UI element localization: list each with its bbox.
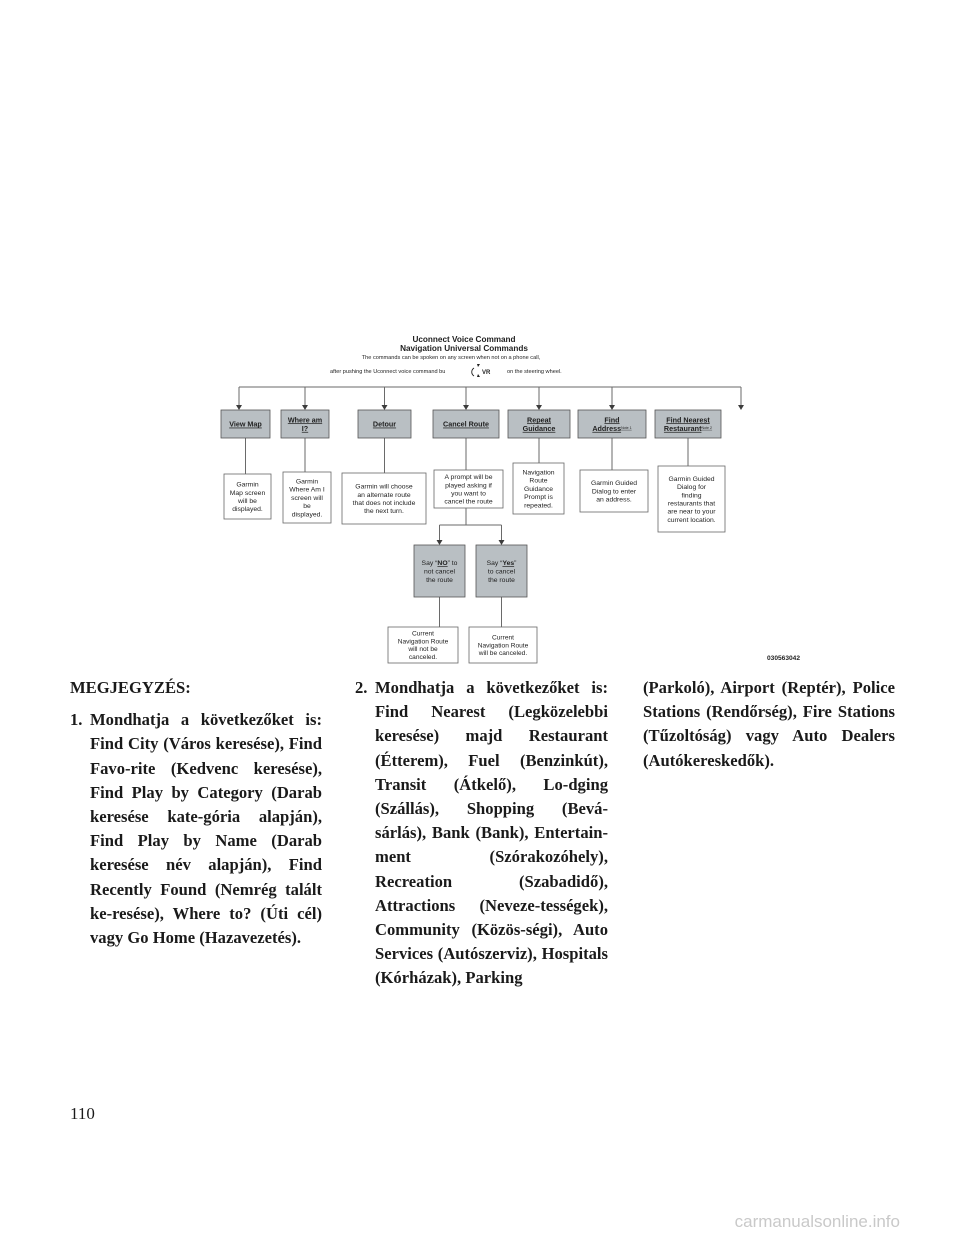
diagram-boxes — [221, 410, 725, 663]
description-line: Route — [529, 477, 548, 485]
description-line: repeated. — [524, 502, 553, 510]
description-line: Navigation — [522, 469, 555, 477]
description-line: Prompt is — [524, 494, 553, 502]
description-line: Garmin will choose — [355, 483, 413, 491]
description-line: Dialog to enter — [591, 488, 637, 496]
command-label: Find — [604, 415, 620, 425]
diagram-title: Uconnect Voice Command — [412, 335, 516, 344]
description-line: the next turn. — [364, 508, 404, 516]
description-line: be — [303, 503, 311, 511]
description-line: screen will — [291, 494, 323, 502]
arrow-head — [536, 405, 542, 410]
page-number: 110 — [70, 1104, 95, 1123]
command-6-description — [580, 470, 648, 512]
notes-column-2 — [355, 676, 608, 991]
arrow-head — [738, 405, 744, 410]
description-line: you want to — [451, 490, 486, 498]
command-6 — [578, 410, 646, 438]
command-label: Address$^{Note 1}$ — [592, 423, 632, 433]
description-line: played asking if — [445, 482, 492, 490]
command-label: Where am — [287, 415, 323, 425]
notes-column-1 — [70, 676, 322, 950]
diagram-caption-line2-b: on the steering wheel. — [507, 369, 562, 375]
command-1-description — [224, 474, 271, 519]
description-line: will be — [238, 498, 257, 505]
note-item-2-number: 2. — [355, 678, 368, 697]
notes-heading: MEGJEGYZÉS: — [70, 678, 191, 697]
result-line: canceled. — [408, 654, 438, 661]
answer-post: ” to — [447, 560, 458, 567]
arrow-head — [302, 405, 308, 410]
description-line: finding — [681, 492, 702, 500]
result-line: Navigation Route — [397, 638, 449, 646]
arrow-head — [609, 405, 615, 410]
diagram-subtitle: Navigation Universal Commands — [400, 344, 528, 353]
description-line: cancel the route — [444, 498, 493, 506]
command-label: Detour — [372, 419, 397, 429]
command-5 — [508, 410, 570, 438]
command-label: Restaurant$^{Note 2}$ — [663, 423, 713, 433]
command-5-description — [513, 463, 564, 514]
note-item-1-text: Mondhatja a következőket is: Find City (Város keresése), Find Favo-rite (Kedvenc keresése), Find Play by Category (Darab keresése kate-gória alapján), Find Play by Name (Darab keresése név alapján), Find Recently Found (Nemrég talált ke-resése), Where to? (Úti cél) vagy Go Home (Hazavezetés). — [90, 710, 322, 948]
answer-key: Yes — [502, 560, 515, 567]
arrow-head — [463, 405, 469, 410]
result-line: Current — [492, 634, 514, 642]
watermark: carmanualsonline.info — [734, 1212, 900, 1231]
description-line: an address. — [596, 496, 632, 504]
description-line: are near to your — [667, 508, 716, 516]
command-4 — [433, 410, 499, 438]
arrow-head — [236, 405, 242, 410]
answer-line: the route — [488, 576, 515, 584]
answer-pre: Say “ — [486, 560, 503, 567]
arrow-head — [382, 405, 388, 410]
command-label: I? — [301, 423, 309, 433]
answer-line: not cancel — [424, 568, 455, 576]
command-2 — [281, 410, 329, 438]
description-line: Garmin Guided — [590, 480, 638, 488]
command-label: Cancel Route — [443, 419, 489, 429]
answer-pre: Say “ — [421, 560, 438, 567]
description-line: displayed. — [291, 511, 323, 519]
note-item-2-continued: (Parkoló), Airport (Reptér), Police Stations (Rendőrség), Fire Stations (Tűzoltóság) vagy Auto Dealers (Autókereskedők). — [643, 678, 895, 770]
command-note: Note 2 — [701, 425, 713, 430]
command-4-description — [434, 470, 503, 508]
vr-button-label: VR — [482, 370, 491, 376]
arrow-head — [437, 540, 443, 545]
description-line: Garmin — [295, 478, 319, 486]
answer-yes-result — [469, 627, 537, 663]
description-line: Garmin — [236, 481, 259, 489]
diagram-caption-line1: The commands can be spoken on any screen when not on a phone call, — [361, 355, 541, 361]
command-3-description — [342, 473, 426, 524]
description-line: Where Am I — [289, 486, 325, 494]
answer-say-line — [422, 560, 458, 567]
command-7-description — [658, 466, 725, 532]
command-label: Find Nearest — [666, 415, 710, 425]
command-2-description — [283, 472, 331, 523]
command-label: View Map — [229, 419, 262, 429]
notes-column-3 — [643, 676, 895, 773]
result-line: will not be — [408, 646, 438, 654]
note-item-1-number: 1. — [70, 710, 83, 730]
description-line: that does not include — [352, 500, 416, 507]
result-line: will be canceled. — [478, 650, 528, 658]
image-code: 030563042 — [767, 655, 801, 662]
description-line: Garmin Guided — [668, 475, 715, 483]
vr-button-icon — [472, 364, 491, 377]
description-line: current location. — [667, 516, 716, 524]
diagram-caption-line2-a: after pushing the Uconnect voice command bu — [330, 369, 446, 375]
command-note: Note 1 — [621, 425, 632, 430]
description-line: Dialog for — [676, 484, 707, 492]
description-line: A prompt will be — [444, 474, 493, 482]
command-label: Repeat — [527, 415, 551, 425]
note-item-2 — [355, 676, 608, 991]
answer-line: to cancel — [487, 568, 516, 576]
answer-no — [414, 545, 465, 597]
answer-key: NO — [437, 560, 448, 567]
result-line: Current — [412, 630, 434, 638]
description-line: displayed. — [232, 506, 263, 514]
description-line: an alternate route — [357, 491, 411, 499]
description-line: restaurants that — [667, 500, 716, 508]
answer-post: ” — [514, 560, 517, 567]
answer-line: the route — [426, 576, 453, 584]
description-line: Guidance — [523, 485, 554, 493]
description-line: Map screen — [229, 489, 266, 497]
command-label: Guidance — [522, 423, 556, 433]
command-1 — [221, 410, 270, 438]
arrow-head — [499, 540, 505, 545]
command-7 — [655, 410, 721, 438]
command-3 — [358, 410, 411, 438]
answer-no-result — [388, 627, 458, 663]
note-item-2-text: Mondhatja a következőket is: Find Nearest (Legközelebbi keresése) majd Restaurant (Étterem), Fuel (Benzinkút), Transit (Átkelő), Lo-dging (Szállás), Shopping (Bevá-sárlás), Bank (Bank), Entertain-ment (Szórakozóhely), Recreation (Szabadidő), Attractions (Neveze-tességek), Community (Közös-ségi), Auto Services (Autószerviz), Hospitals (Kórházak), Parking — [375, 678, 608, 988]
answer-say-line — [487, 560, 518, 567]
note-item-1 — [70, 708, 322, 950]
result-line: Navigation Route — [477, 642, 529, 650]
answer-yes — [476, 545, 527, 597]
